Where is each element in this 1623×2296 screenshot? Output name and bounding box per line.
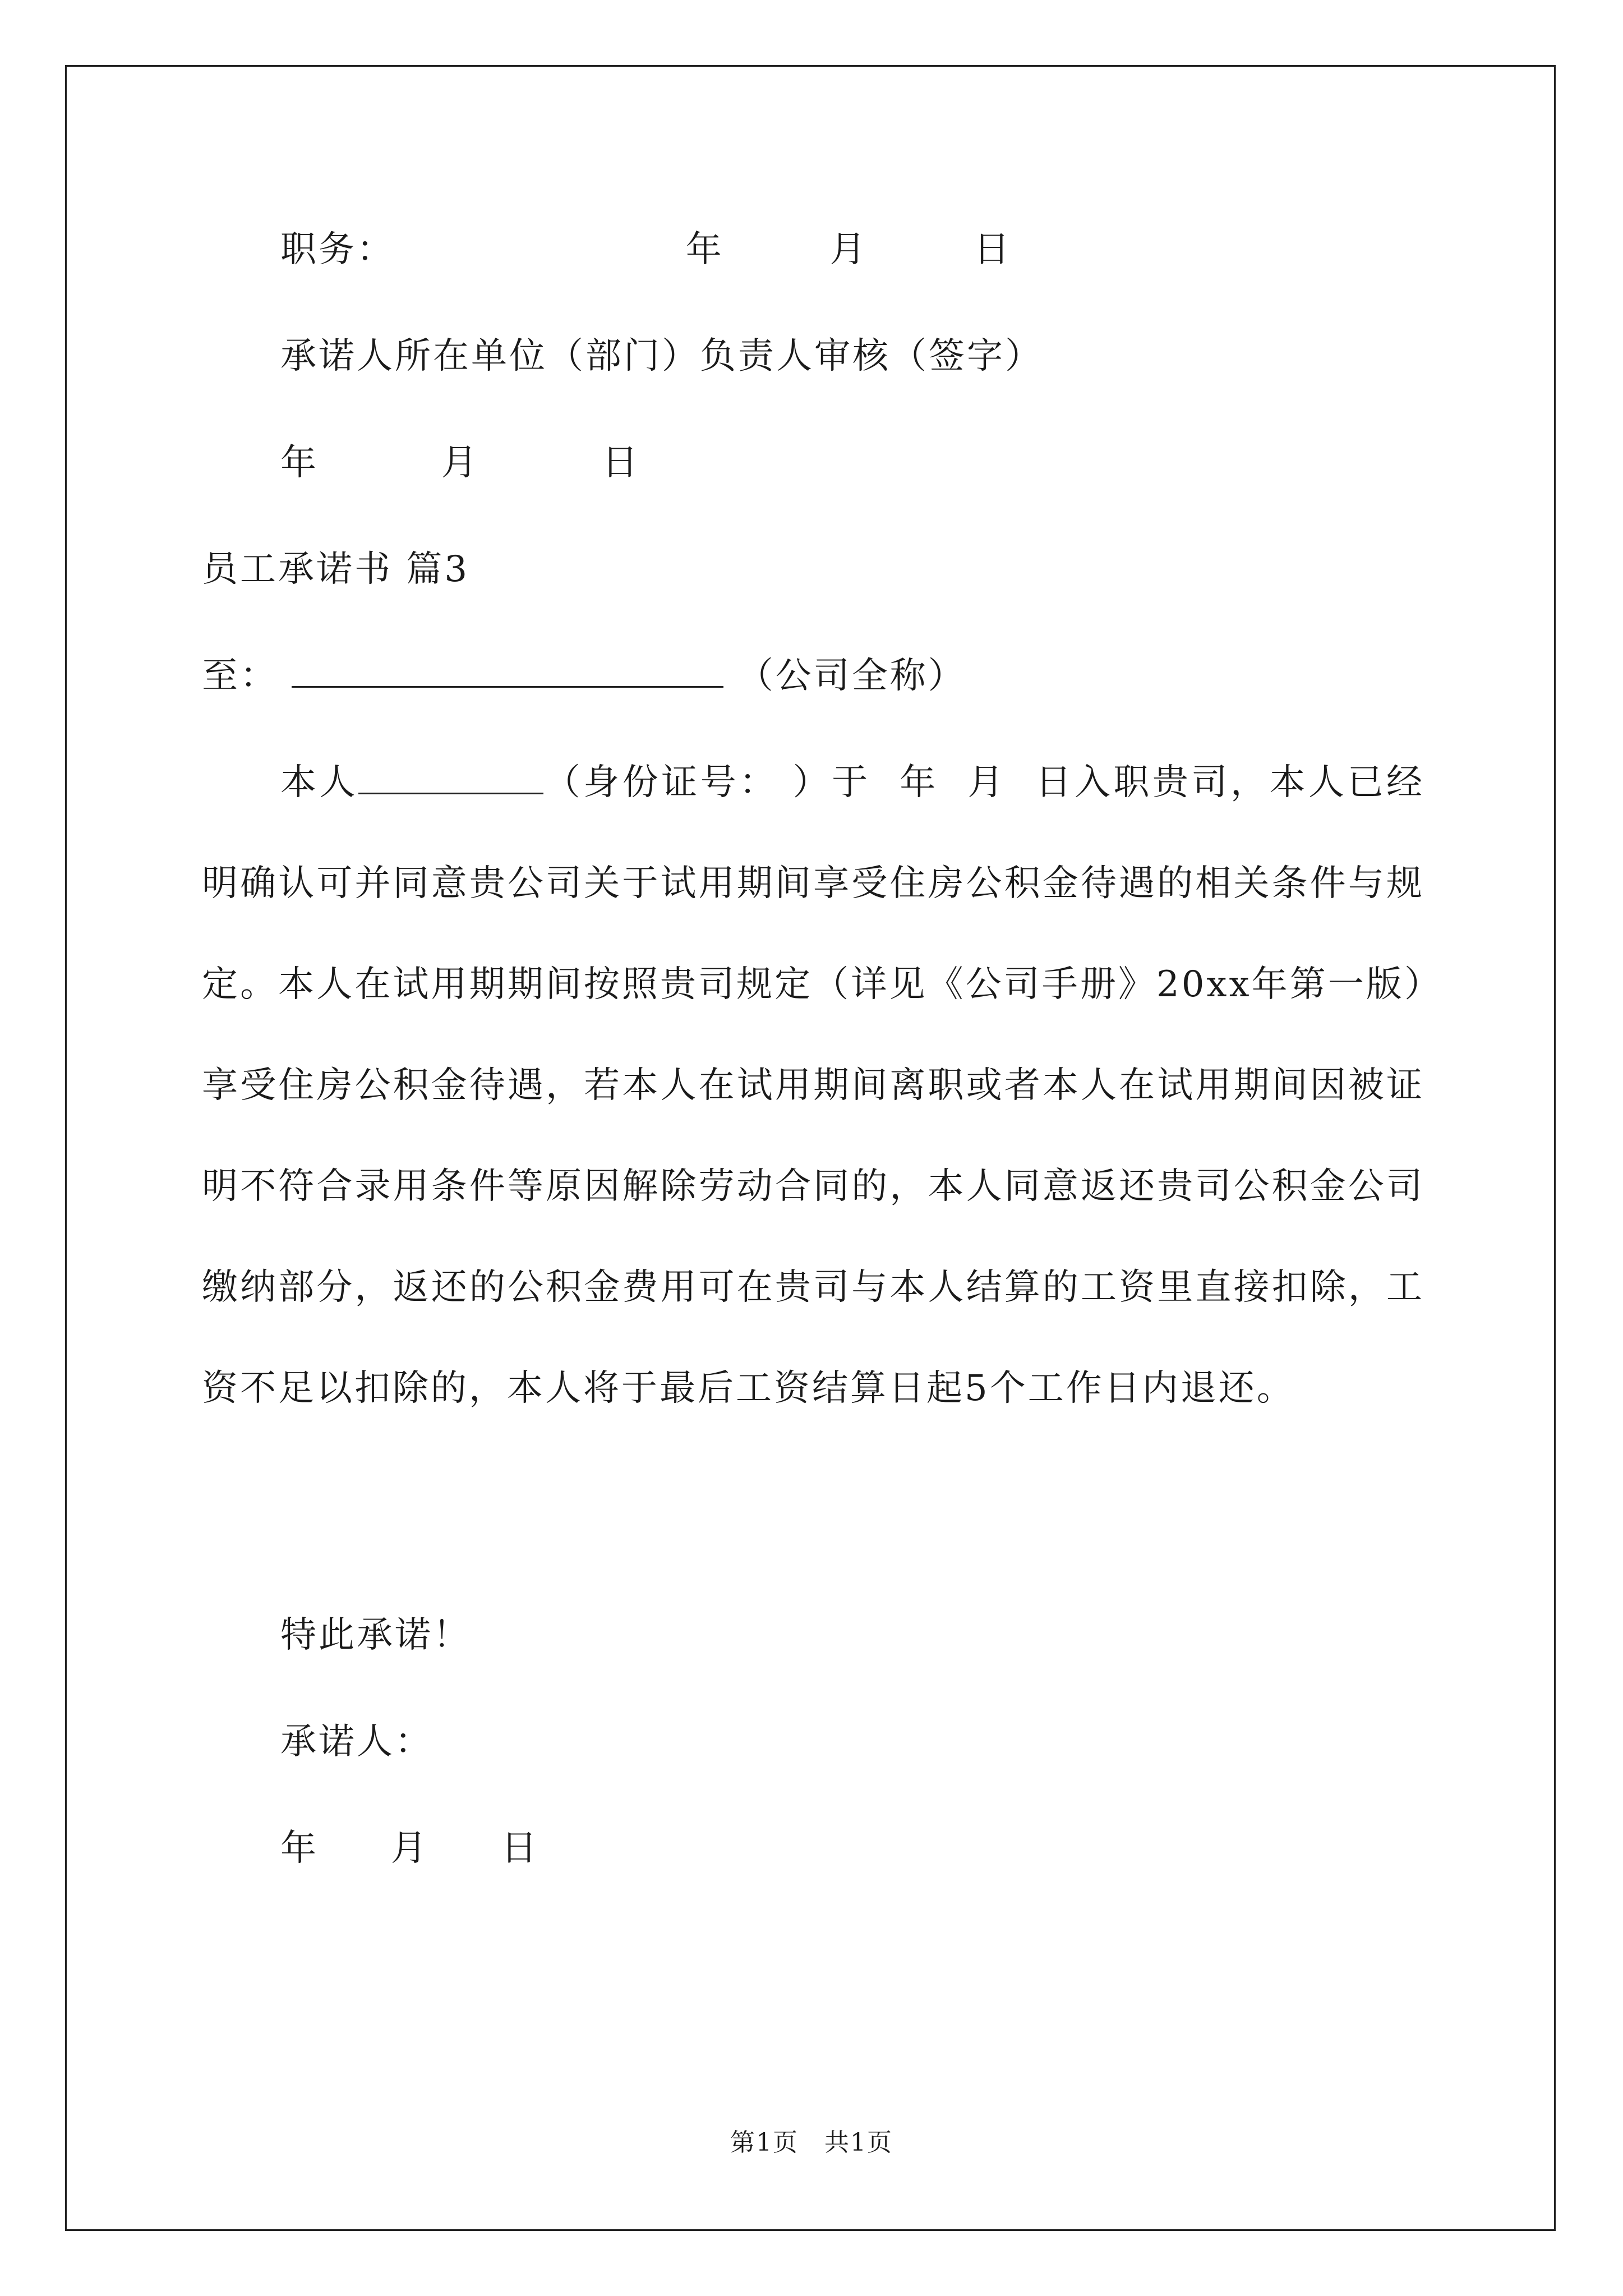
body-id: （身份证号： ）于 xyxy=(543,762,871,803)
company-full-name-label: （公司全称） xyxy=(737,655,966,697)
month-text: 月 xyxy=(390,1828,429,1869)
month-text: 月 xyxy=(829,229,868,270)
promisor-date-line xyxy=(280,1823,539,1874)
page-footer: 第1页 共1页 xyxy=(730,2128,893,2157)
body-entry: 日入职贵司，本人已经明确认可并同意贵公司关于试用期间享受住房公积金待遇的相关条件与规定。本人在试用期期间按照贵司规定（详见《公司手册》20xx年第一版）享受住房公积金待遇，若本人在试用期间离职或者本人在试用期间因被证明不符合录用条件等原因解除劳动合同的，本人同意返还贵司公积金公司缴纳部分，返还的公积金费用可在贵司与本人结算的工资里直接扣除，工资不足以扣除的，本人将于最后工资结算日起5个工作日内退还。 xyxy=(202,762,1425,1409)
day-text: 日 xyxy=(602,442,640,484)
year-text: 年 xyxy=(280,442,319,484)
name-blank xyxy=(358,758,543,794)
body-prefix: 本人 xyxy=(280,762,359,803)
month-text: 月 xyxy=(441,442,479,484)
day-text: 日 xyxy=(974,229,1012,270)
year-text: 年 xyxy=(685,229,724,270)
year-text: 年 xyxy=(898,762,939,803)
to-label: 至： xyxy=(202,655,278,697)
body-paragraph xyxy=(202,732,1424,1439)
day-text: 日 xyxy=(501,1828,540,1869)
review-date-line xyxy=(280,438,640,488)
addressee-line xyxy=(202,651,966,701)
month-text: 月 xyxy=(966,762,1007,803)
hereby-line: 特此承诺！ xyxy=(280,1614,471,1656)
company-blank xyxy=(292,651,723,688)
position-label: 职务： xyxy=(280,229,395,270)
review-line: 承诺人所在单位（部门）负责人审核（签字） xyxy=(280,335,1043,377)
section-title: 员工承诺书 篇3 xyxy=(202,549,470,590)
year-text: 年 xyxy=(280,1828,319,1869)
promisor-line: 承诺人： xyxy=(280,1721,433,1763)
position-date-line xyxy=(280,224,1012,275)
